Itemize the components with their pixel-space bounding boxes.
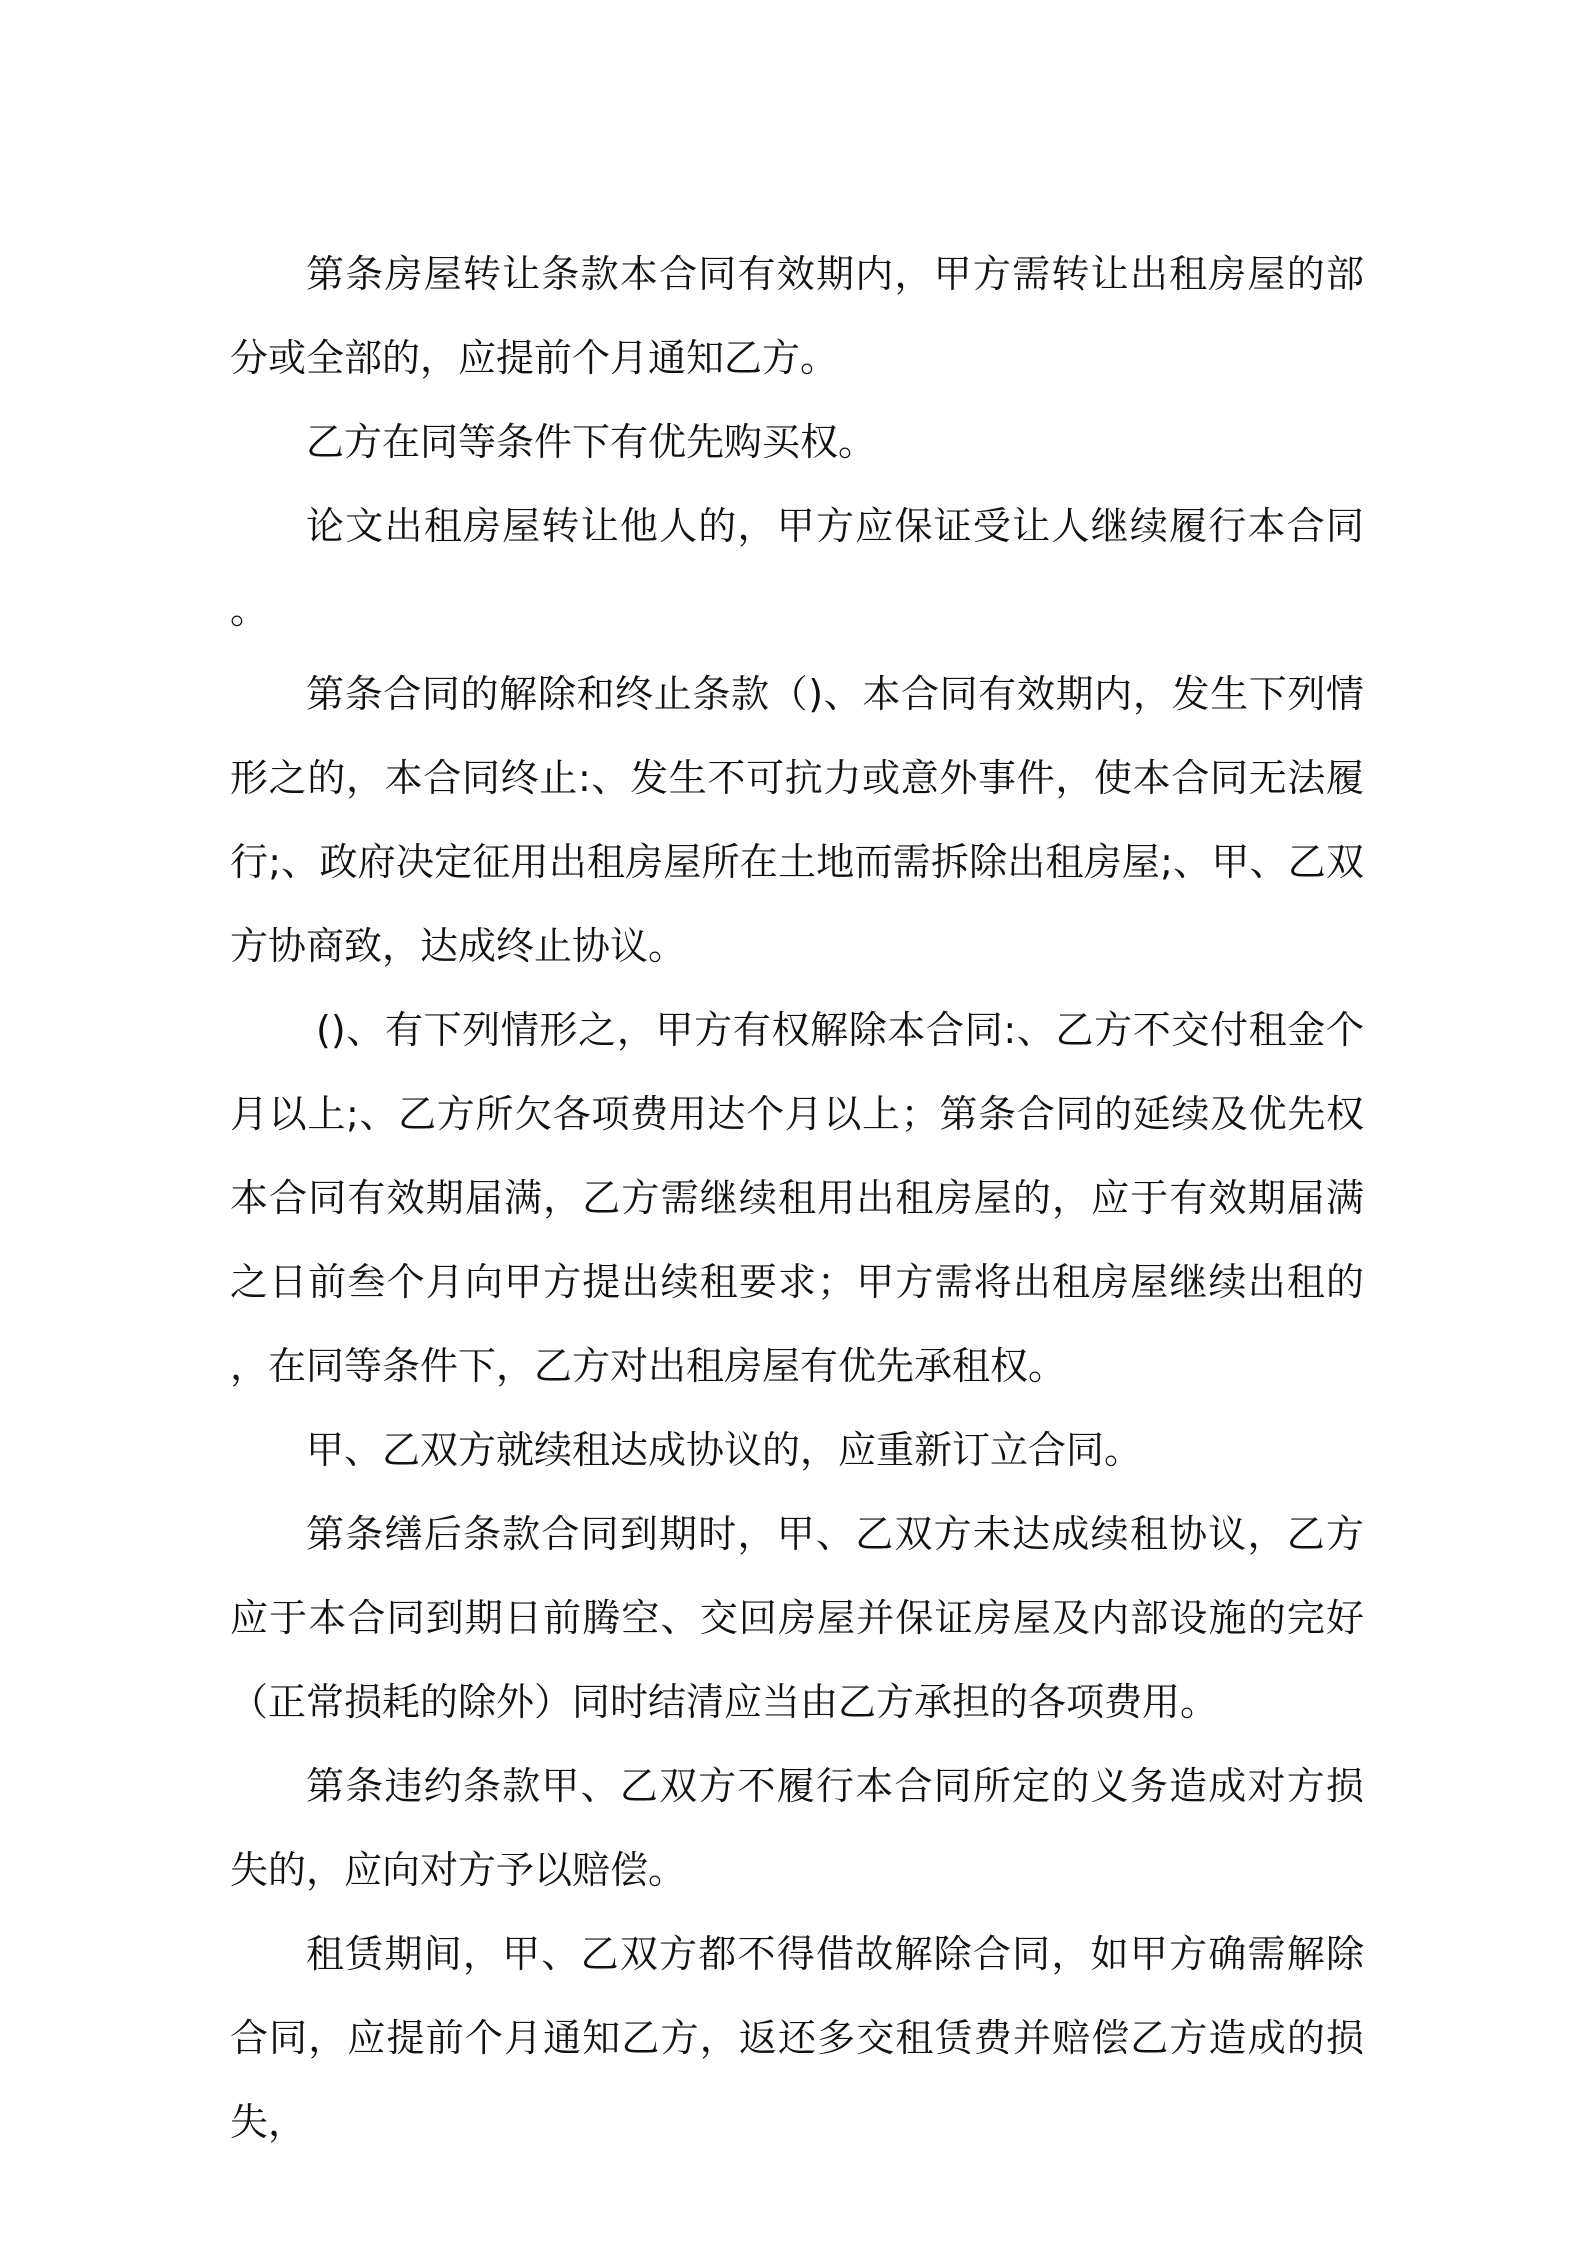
paragraph-rescission-and-renewal: ()、有下列情形之，甲方有权解除本合同:、乙方不交付租金个月以上;、乙方所欠各项费用达个月以上；第条合同的延续及优先权本合同有效期届满，乙方需继续租用出租房屋的，应于有效期届满之日前叁个月向甲方提出续租要求；甲方需将出租房屋继续出租的，在同等条件下，乙方对出租房屋有优先承租权。 bbox=[230, 1008, 1364, 1388]
paragraph-preemption-right: 乙方在同等条件下有优先购买权。 bbox=[306, 420, 877, 464]
paragraph-breach-clause: 第条违约条款甲、乙双方不履行本合同所定的义务造成对方损失的，应向对方予以赔偿。 bbox=[230, 1764, 1364, 1892]
paragraph-renewal-agreement: 甲、乙双方就续租达成协议的，应重新订立合同。 bbox=[306, 1428, 1143, 1472]
paragraph-lease-period-termination: 租赁期间，甲、乙双方都不得借故解除合同，如甲方确需解除合同，应提前个月通知乙方，返还多交租赁费并赔偿乙方造成的损失， bbox=[230, 1932, 1364, 2144]
paragraph-aftermath-clause: 第条缮后条款合同到期时，甲、乙双方未达成续租协议，乙方应于本合同到期日前腾空、交回房屋并保证房屋及内部设施的完好（正常损耗的除外）同时结清应当由乙方承担的各项费用。 bbox=[230, 1512, 1364, 1724]
paragraph-transfer-clause: 第条房屋转让条款本合同有效期内，甲方需转让出租房屋的部分或全部的，应提前个月通知乙方。 bbox=[230, 252, 1364, 380]
paragraph-transfer-guarantee: 论文出租房屋转让他人的，甲方应保证受让人继续履行本合同。 bbox=[230, 504, 1364, 632]
paragraph-termination-clause: 第条合同的解除和终止条款（)、本合同有效期内，发生下列情形之的，本合同终止:、发生不可抗力或意外事件，使本合同无法履行;、政府决定征用出租房屋所在土地而需拆除出租房屋;、甲、乙双方协商致，达成终止协议。 bbox=[230, 672, 1364, 968]
document-body bbox=[230, 232, 1364, 2164]
